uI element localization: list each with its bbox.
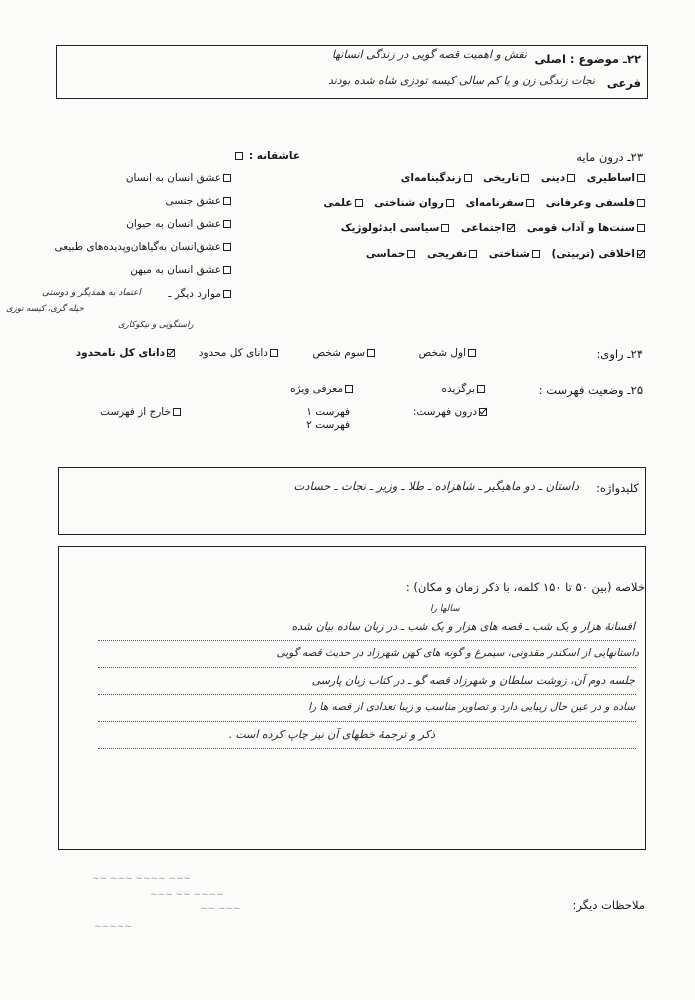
list-status-label: ۲۵ـ وضعیت فهرست : <box>538 383 643 397</box>
summary-line: افسانهٔ هزار و یک شب ـ قصه های هزار و یک شب ـ در زبان ساده بیان شده <box>291 620 635 633</box>
narrator-limited[interactable]: دانای کل محدود <box>199 347 280 359</box>
checkbox-icon[interactable] <box>446 199 454 207</box>
other-note-3: راستگویی و نیکوکاری <box>118 320 194 330</box>
checkbox-icon[interactable] <box>223 220 231 228</box>
checkbox-icon[interactable] <box>173 408 181 416</box>
checkbox-icon[interactable] <box>637 174 645 182</box>
list-one: فهرست ۱ <box>306 406 350 418</box>
summary-line: ذکر و ترجمهٔ خطهای آن نیز چاپ کرده است . <box>228 728 435 741</box>
theme-option-scientific[interactable]: علمی <box>323 197 364 209</box>
list-out[interactable]: خارج از فهرست <box>100 406 183 418</box>
summary-note-above: سالها را <box>430 604 460 614</box>
checkbox-icon[interactable] <box>468 349 476 357</box>
narrator-first-person[interactable]: اول شخص <box>419 347 478 359</box>
checkbox-icon[interactable] <box>223 174 231 182</box>
theme-option-philosophical[interactable]: فلسفی وعرفانی <box>546 197 647 209</box>
keywords-value: داستان ـ دو ماهیگیر ـ شاهزاده ـ طلا ـ وزیر ـ نجات ـ حسادت <box>293 479 579 493</box>
subject-sub-label: فرعی <box>606 76 641 90</box>
theme-option-historical[interactable]: تاریخی <box>483 172 531 184</box>
keywords-label: کلیدواژه: <box>596 481 639 495</box>
summary-rule <box>98 640 636 641</box>
checkbox-checked-icon[interactable] <box>167 349 175 357</box>
romance-item[interactable]: عشق انسان به حیوان <box>126 218 233 230</box>
checkbox-icon[interactable] <box>637 224 645 232</box>
other-note-2: حیله گری، کیسه توزی <box>6 304 84 314</box>
checkbox-icon[interactable] <box>526 199 534 207</box>
subject-main-value: نقش و اهمیت قصه گویی در زندگی انسانها <box>331 48 527 61</box>
theme-option-moral[interactable]: اخلاقی (تربیتی) <box>551 248 647 260</box>
theme-option-cognitive[interactable]: شناختی <box>489 248 542 260</box>
checkbox-icon[interactable] <box>355 199 363 207</box>
checkbox-icon[interactable] <box>223 266 231 274</box>
checkbox-checked-icon[interactable] <box>479 408 487 416</box>
romance-item[interactable]: عشق انسان به میهن <box>130 264 233 276</box>
theme-option-entertaining[interactable]: تفریحی <box>427 248 479 260</box>
theme-option-religious[interactable]: دینی <box>541 172 577 184</box>
narrator-label: ۲۴ـ راوی: <box>596 347 643 361</box>
checkbox-icon[interactable] <box>223 197 231 205</box>
checkbox-icon[interactable] <box>469 250 477 258</box>
narrator-third-person[interactable]: سوم شخص <box>313 347 378 359</box>
theme-option-traditions[interactable]: سنت‌ها و آداب قومی <box>527 222 647 234</box>
checkbox-checked-icon[interactable] <box>507 224 515 232</box>
theme-option-psychological[interactable]: روان شناختی <box>374 197 456 209</box>
summary-rule <box>98 667 636 668</box>
summary-label: خلاصه (بین ۵۰ تا ۱۵۰ کلمه، با ذکر زمان و مکان) : <box>405 580 645 594</box>
theme-option-social[interactable]: اجتماعی <box>461 222 517 234</box>
theme-row-3 <box>335 222 647 234</box>
summary-line: ساده و در عین حال زیبایی دارد و تصاویر مناسب و زیبا تعدادی از قصه ها را <box>308 701 635 713</box>
theme-option-mythical[interactable]: اساطیری <box>587 172 647 184</box>
theme-row-2 <box>317 197 647 209</box>
romance-header[interactable]: عاشقانه : <box>233 150 300 162</box>
checkbox-icon[interactable] <box>637 199 645 207</box>
theme-option-travelogue[interactable]: سفرنامه‌ای <box>466 197 536 209</box>
bleed-through-scribble: ~~ ~~~ ~~~~ ~~~ <box>92 874 192 884</box>
subject-sub-value: نجات زندگی زن و یا کم سالی کیسه تودزی شاه شده بودند <box>327 74 595 87</box>
bleed-through-scribble: ~~~ ~~ ~~~~ <box>150 890 224 900</box>
other-note-1: اعتماد به همدیگر و دوستی <box>42 288 141 298</box>
checkbox-icon[interactable] <box>345 385 353 393</box>
list-special[interactable]: معرفی ویژه <box>290 383 355 395</box>
romance-item[interactable]: عشق انسان به انسان <box>126 172 233 184</box>
summary-rule <box>98 721 636 722</box>
summary-line: جلسه دوم آن، زوشت سلطان و شهرزاد قصه گو ـ در کتاب زبان پارسی <box>311 674 635 687</box>
list-two: فهرست ۲ <box>306 419 350 431</box>
bleed-through-scribble: ~~ ~~~ <box>200 904 241 914</box>
romance-item[interactable]: عشق‌انسان به‌گیاهان‌وپدیده‌های طبیعی <box>55 241 233 253</box>
checkbox-icon[interactable] <box>270 349 278 357</box>
checkbox-icon[interactable] <box>235 152 243 160</box>
checkbox-icon[interactable] <box>477 385 485 393</box>
list-featured[interactable]: برگزیده <box>442 383 487 395</box>
theme-option-biographical[interactable]: زندگینامه‌ای <box>401 172 474 184</box>
notes-label: ملاحظات دیگر: <box>572 898 645 912</box>
theme-option-epic[interactable]: حماسی <box>366 248 418 260</box>
list-in[interactable]: درون فهرست: <box>413 406 489 418</box>
checkbox-icon[interactable] <box>223 243 231 251</box>
checkbox-icon[interactable] <box>223 290 231 298</box>
theme-row-1 <box>395 172 647 184</box>
keywords-box <box>58 467 646 535</box>
theme-option-political[interactable]: سیاسی ایدئولوژیک <box>341 222 452 234</box>
theme-label: ۲۳ـ درون مایه <box>576 150 643 164</box>
checkbox-icon[interactable] <box>441 224 449 232</box>
checkbox-icon[interactable] <box>567 174 575 182</box>
narrator-omniscient[interactable]: دانای کل نامحدود <box>76 347 177 359</box>
subject-label: ۲۲ـ موضوع : اصلی <box>534 52 641 66</box>
theme-row-4 <box>360 248 647 260</box>
checkbox-icon[interactable] <box>521 174 529 182</box>
checkbox-icon[interactable] <box>464 174 472 182</box>
summary-line: داستانهایی از اسکندر مقدونی، سیمرغ و گونه های کهن شهرزاد در حدیث قصه گویی <box>276 647 639 659</box>
romance-item[interactable]: عشق جنسی <box>165 195 233 207</box>
checkbox-checked-icon[interactable] <box>637 250 645 258</box>
checkbox-icon[interactable] <box>532 250 540 258</box>
checkbox-icon[interactable] <box>407 250 415 258</box>
summary-rule <box>98 748 636 749</box>
summary-rule <box>98 694 636 695</box>
checkbox-icon[interactable] <box>367 349 375 357</box>
romance-item-other[interactable]: موارد دیگر ـ <box>168 288 233 300</box>
bleed-through-scribble: ~~~~~ <box>94 922 132 932</box>
